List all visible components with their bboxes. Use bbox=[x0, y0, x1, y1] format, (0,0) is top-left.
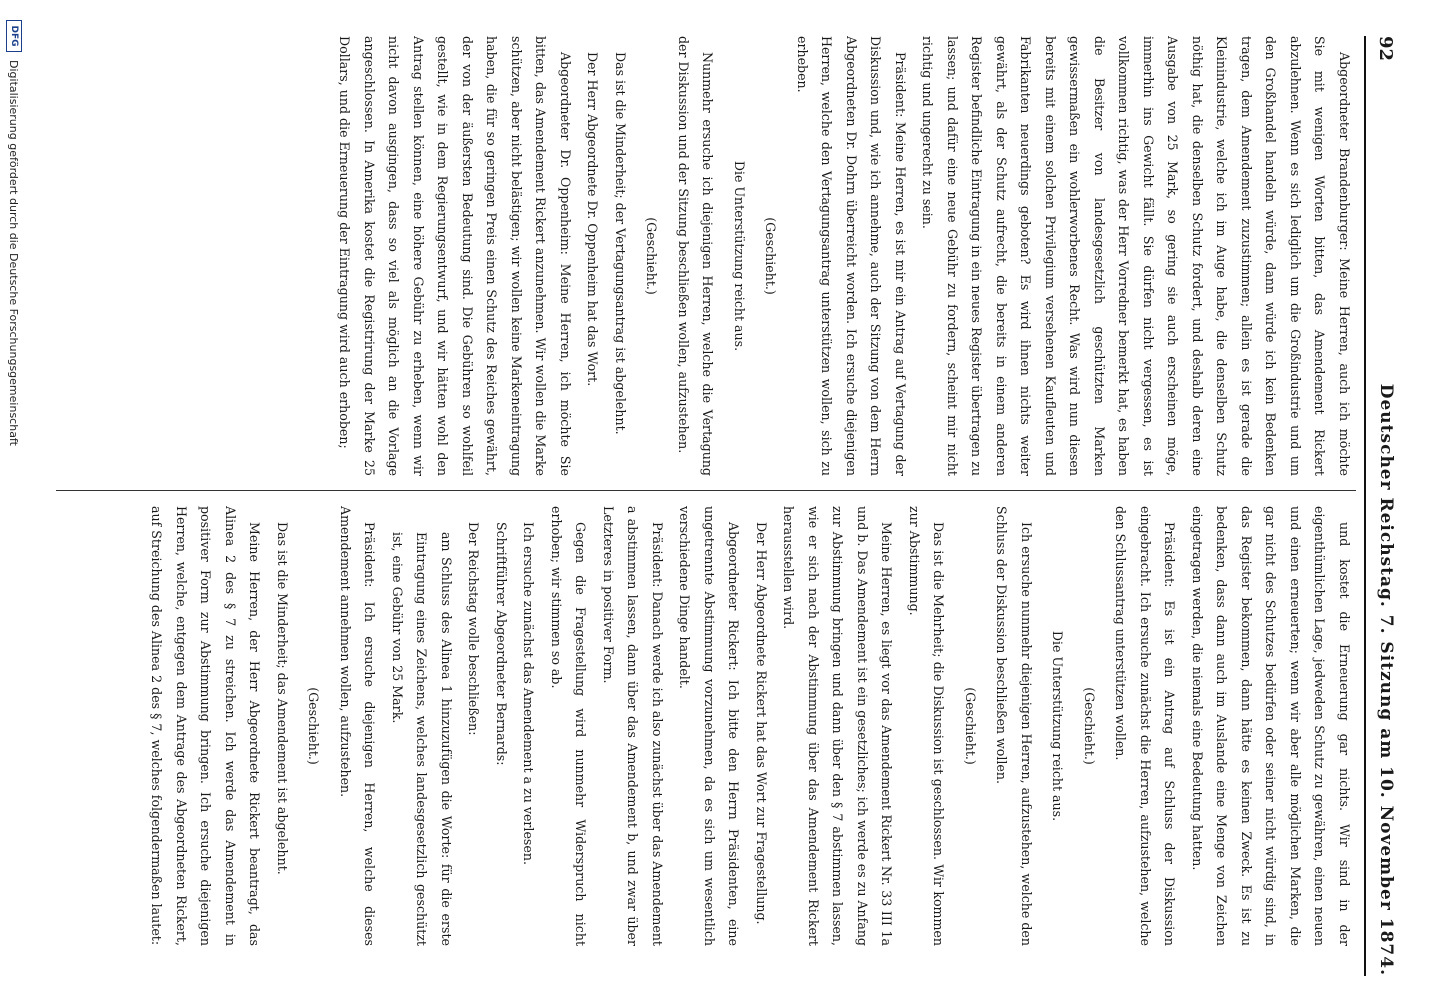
column-divider bbox=[56, 490, 1356, 491]
paragraph: Die Unterstützung reicht aus. bbox=[1050, 630, 1066, 822]
left-column bbox=[56, 36, 1356, 476]
paragraph: Meine Herren, der Herr Abgeordnete Rickert beantragt, das Alinea 2 des § 7 zu streichen. Ich werde das Amendement in positiver Form zur Abstimmung bringen. Ich ersuche diejenigen Herren, welche, entgegen dem Antrage des Abgeordneten Rickert, auf Streichung des Alinea 2 des § 7, welches folgendermaßen lautet: bbox=[149, 506, 263, 946]
paragraph: (Geschieht.) bbox=[763, 217, 779, 295]
paragraph: (Geschieht.) bbox=[306, 687, 322, 765]
paragraph: Gegen die Fragestellung wird nunmehr Widerspruch nicht erhoben; wir stimmen so ab. bbox=[549, 506, 589, 946]
paragraph: Das ist die Mehrheit; die Diskussion ist geschlossen. Wir kommen zur Abstimmung. bbox=[907, 506, 947, 946]
paragraph: Abgeordneter Dr. Oppenheim: Meine Herren, ich möchte Sie bitten, das Amendement Rickert anzunehmen. Wir wollen die Marke schützen, aber nicht belästigen; wir wollen keine Markeneintragung haben, die für so geringen Preis einen Schutz des Reiches gewährt, der von der äußersten Bedeutung sind. Die Gebühren so wohlfeil gestellt, wie in dem Regierungsentwurf, und wir hätten wohl den Antrag stellen können, eine höhere Gebühr zu erheben, wenn wir nicht davon ausgingen, dass so viel als möglich an die Vorlage angeschlossen. In Amerika kostet die Registrirung der Marke 25 Dollars, und die Erneuerung der Eintragung wird auch erhoben; bbox=[337, 36, 573, 476]
paragraph: Abgeordneter Rickert: Ich bitte den Herrn Präsidenten, eine ungetrennte Abstimmung vorzunehmen, da es sich um wesentlich verschiedene Dinge handelt. bbox=[677, 506, 742, 946]
paragraph: Der Reichstag wolle beschließen: bbox=[466, 522, 482, 736]
paragraph: Abgeordneter Brandenburger: Meine Herren, auch ich möchte Sie mit wenigen Worten bitten, das Amendement Rickert abzulehnen. Wenn es sich lediglich um die Großindustrie und um den Großhandel handeln würde, dann würde ich kein Bedenken tragen, dem Amendement zuzustimmen; allein es ist gerade die Kleinindustrie, welche ich im Auge habe, die denselben Schutz nöthig hat, die denselben Schutz fordert, und deshalb deren eine Ausgabe von 25 Mark, so gering sie auch erscheinen möge, immerhin ins Gewicht fällt. Sie dürfen nicht vergessen, es ist vollkommen richtig, was der Herr Vorredner bemerkt hat, es haben die Besitzer von landesgesetzlich geschützten Marken gewissermaßen ein wohlerworbenes Recht. Was wird nun diesen bereits mit einem solchen Privilegium versehenen Kaufleuten und Fabrikanten neuerdings geboten? Es wird ihnen nichts weiter gewährt, als der Schutz aufrecht, die bereits in einem anderen Register befindliche Eintragung in ein neues Register übertragen zu lassen; und dafür eine neue Gebühr zu fordern, scheint mir nicht richtig und ungerecht zu sein. bbox=[920, 36, 1352, 476]
paragraph: Das ist die Minderheit; das Amendement ist abgelehnt. bbox=[275, 522, 290, 875]
paragraph: Schriftführer Abgeordneter Bernards: bbox=[494, 522, 509, 766]
paragraph: Präsident: Danach werde ich also zunächst über das Amendement a abstimmen lassen, dann über das Amendement b, und zwar über Letzteres in positiver Form. bbox=[601, 506, 665, 946]
paragraph: Das ist die Minderheit; der Vertagungsantrag ist abgelehnt. bbox=[613, 52, 628, 435]
paragraph: Die Unterstützung reicht aus. bbox=[732, 160, 747, 352]
page-header bbox=[1364, 36, 1406, 976]
paragraph: und kostet die Erneuerung gar nichts. Wir sind in der eigenthümlichen Lage, jedweden Schutz zu gewähren, einen neuen und einen erneuerten; wenn wir aber alle möglichen Marken, die gar nicht des Schutzes bedürfen oder seiner nicht würdig sind, in das Register bekommen, dann hätte es keinen Zweck. Es ist zu bedenken, dass dann auch im Auslande eine Menge von Zeichen eingetragen werden, die niemals eine Bedeutung hatten. bbox=[1190, 506, 1352, 946]
running-title: Deutscher Reichstag. 7. Sitzung am 10. November 1874. bbox=[1376, 383, 1396, 976]
paragraph: Präsident: Ich ersuche diejenigen Herren, welche dieses Amendement annehmen wollen, aufzustehen. bbox=[338, 506, 378, 946]
footer-text: Digitalisierung gefördert durch die Deutsche Forschungsgemeinschaft bbox=[7, 60, 21, 446]
paragraph: Präsident: Meine Herren, es ist mir ein Antrag auf Vertagung der Diskussion und, wie ich annehme, auch der Sitzung von dem Herrn Abgeordneten Dr. Dohrn überreicht worden. Ich ersuche diejenigen Herren, welche den Vertagungsantrag unterstützen wollen, sich zu erheben. bbox=[795, 36, 908, 476]
paragraph: Nunmehr ersuche ich diejenigen Herren, welche die Vertagung der Diskussion und der Sitzung beschließen wollen, aufzustehen. bbox=[676, 36, 716, 476]
paragraph: (Geschieht.) bbox=[644, 217, 660, 295]
page-footer bbox=[4, 20, 24, 976]
paragraph: am Schluss des Alinea 1 hinzuzufügen die Worte: für die erste Eintragung eines Zeichens, welches landesgesetzlich geschützt ist, eine Gebühr von 25 Mark. bbox=[390, 532, 454, 946]
paragraph: Ich ersuche nunmehr diejenigen Herren, aufzustehen, welche den Schluss der Diskussion beschließen wollen. bbox=[994, 506, 1034, 946]
paragraph: (Geschieht.) bbox=[1082, 687, 1097, 765]
paragraph: Meine Herren, es liegt vor das Amendement Rickert Nr. 33 III 1a und b. Das Amendement ist ein gesetzliches; ich werde es zu Anfang zur Abstimmung bringen und dann über den § 7 abstimmen lassen, wie er sich nach der Abstimmung über das Amendement Rickert herausstellen wird. bbox=[781, 506, 895, 946]
paragraph: Der Herr Abgeordnete Rickert hat das Wort zur Fragestellung. bbox=[754, 522, 769, 925]
paragraph: Ich ersuche zunächst das Amendement a zu verlesen. bbox=[521, 522, 537, 865]
dfg-logo: DFG bbox=[6, 20, 22, 52]
right-column bbox=[56, 506, 1356, 946]
paragraph: (Geschieht.) bbox=[963, 687, 978, 765]
page-number: 92 bbox=[1375, 36, 1397, 62]
paragraph: Präsident: Es ist ein Antrag auf Schluss der Diskussion eingebracht. Ich ersuche zunächst die Herren, aufzustehen, welche den Schlussantrag unterstützen wollen. bbox=[1113, 506, 1178, 946]
paragraph: Der Herr Abgeordnete Dr. Oppenheim hat das Wort. bbox=[585, 52, 601, 387]
